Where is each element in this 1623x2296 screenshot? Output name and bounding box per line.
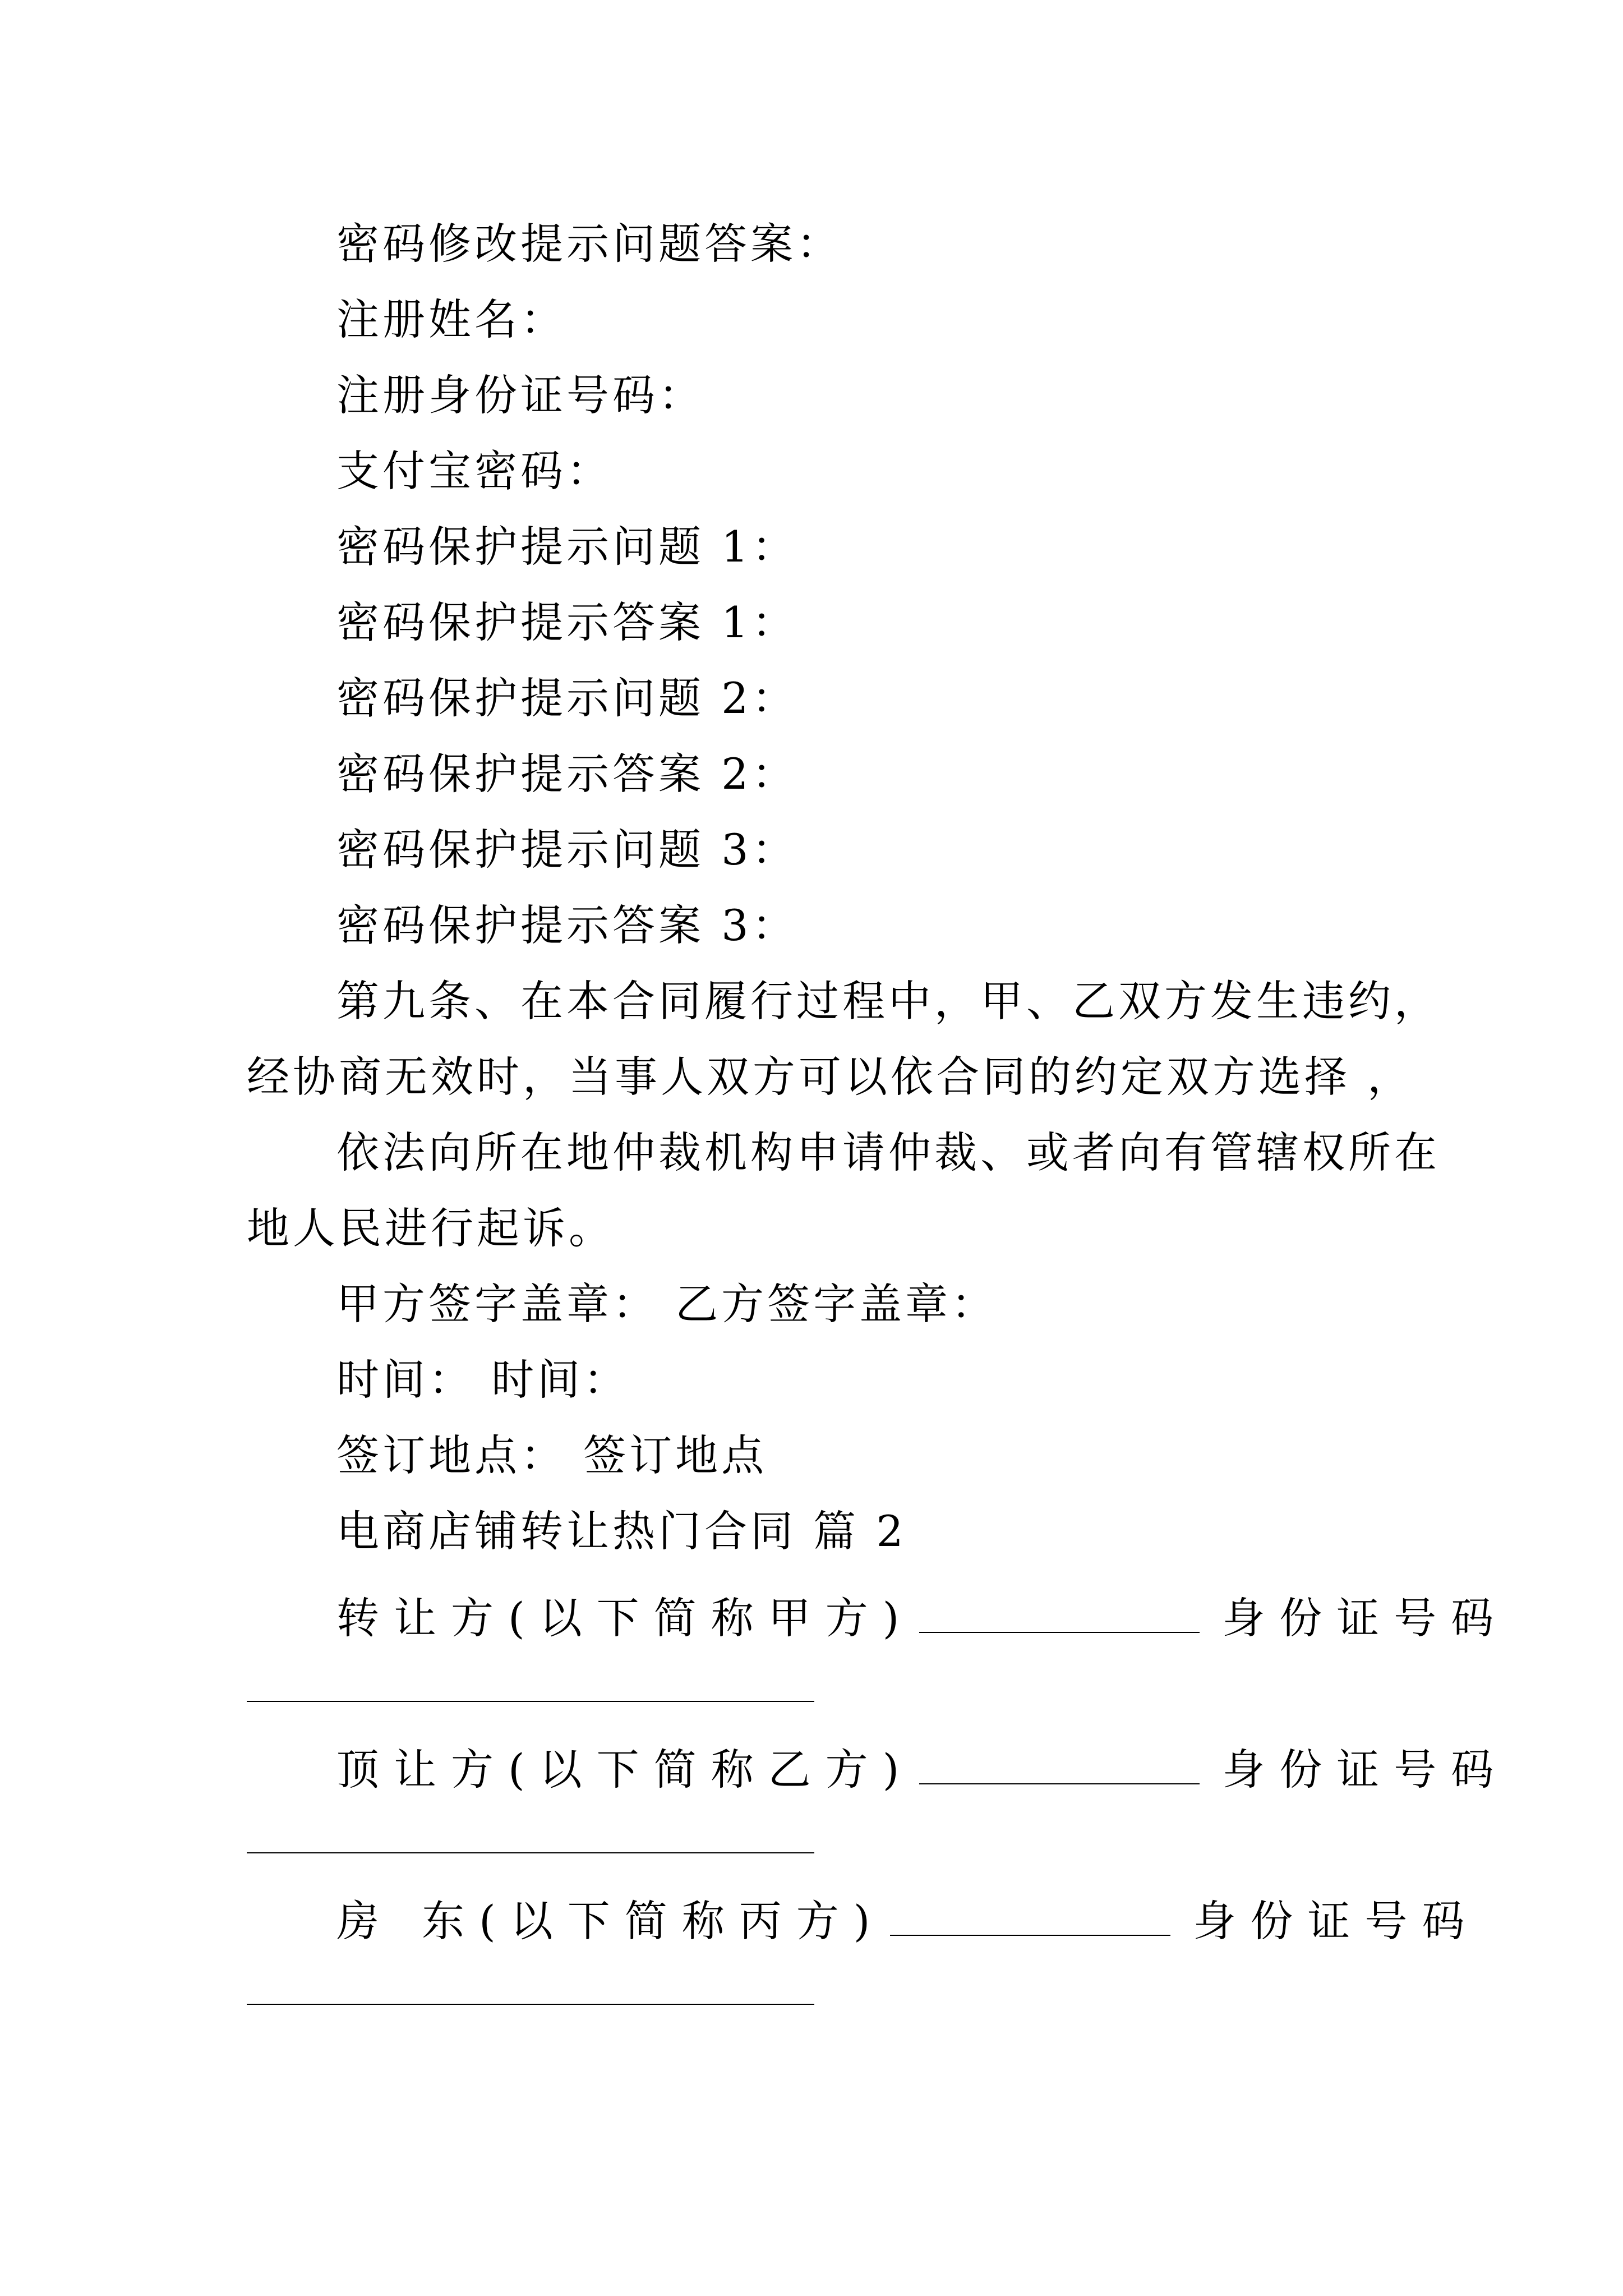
party-transferor <box>336 1590 1508 1646</box>
field-security-answer-1: 密码保护提示答案 1： <box>336 597 798 647</box>
party-transferee-id-blank <box>247 1852 814 1853</box>
field-alipay-password: 支付宝密码： <box>336 446 612 496</box>
party-transferor-id-blank <box>247 1701 814 1702</box>
party-landlord-id-blank <box>247 2004 814 2005</box>
party-transferee-label: 顶让方(以下简称乙方) <box>336 1745 914 1795</box>
party-transferor-label: 转让方(以下简称甲方) <box>336 1593 914 1643</box>
signature-place-line: 签订地点： 签订地点 <box>336 1430 768 1480</box>
section-heading: 电商店铺转让热门合同 篇 2 <box>336 1506 907 1556</box>
signature-seal-line: 甲方签字盖章： 乙方签字盖章： <box>336 1279 998 1329</box>
field-security-question-3: 密码保护提示问题 3： <box>336 825 798 875</box>
party-landlord-name-blank <box>890 1898 1170 1936</box>
field-security-question-2: 密码保护提示问题 2： <box>336 673 798 723</box>
article-9-line-4: 地人民进行起诉。 <box>247 1203 615 1253</box>
field-password-change-answer: 密码修改提示问题答案： <box>336 219 842 269</box>
article-9-line-1: 第九条、在本合同履行过程中，甲、乙双方发生违约， <box>336 976 1440 1026</box>
field-security-question-1: 密码保护提示问题 1： <box>336 522 798 572</box>
party-transferor-id-label: 身份证号码 <box>1222 1593 1509 1643</box>
party-landlord-id-label: 身份证号码 <box>1193 1896 1479 1946</box>
field-registered-id-number: 注册身份证号码： <box>336 370 704 420</box>
party-landlord <box>336 1893 1479 1949</box>
party-transferee <box>336 1742 1508 1798</box>
party-landlord-label: 房 东(以下简称丙方) <box>336 1896 885 1946</box>
party-transferor-name-blank <box>919 1595 1200 1633</box>
party-transferee-name-blank <box>919 1746 1200 1784</box>
signature-time-line: 时间： 时间： <box>336 1355 630 1405</box>
field-security-answer-2: 密码保护提示答案 2： <box>336 749 798 799</box>
field-security-answer-3: 密码保护提示答案 3： <box>336 900 798 950</box>
article-9-line-3: 依法向所在地仲裁机构申请仲裁、或者向有管辖权所在 <box>336 1128 1440 1177</box>
article-9-line-2: 经协商无效时，当事人双方可以依合同的约定双方选择 ， <box>247 1052 1414 1102</box>
field-registered-name: 注册姓名： <box>336 295 566 344</box>
party-transferee-id-label: 身份证号码 <box>1222 1745 1509 1795</box>
